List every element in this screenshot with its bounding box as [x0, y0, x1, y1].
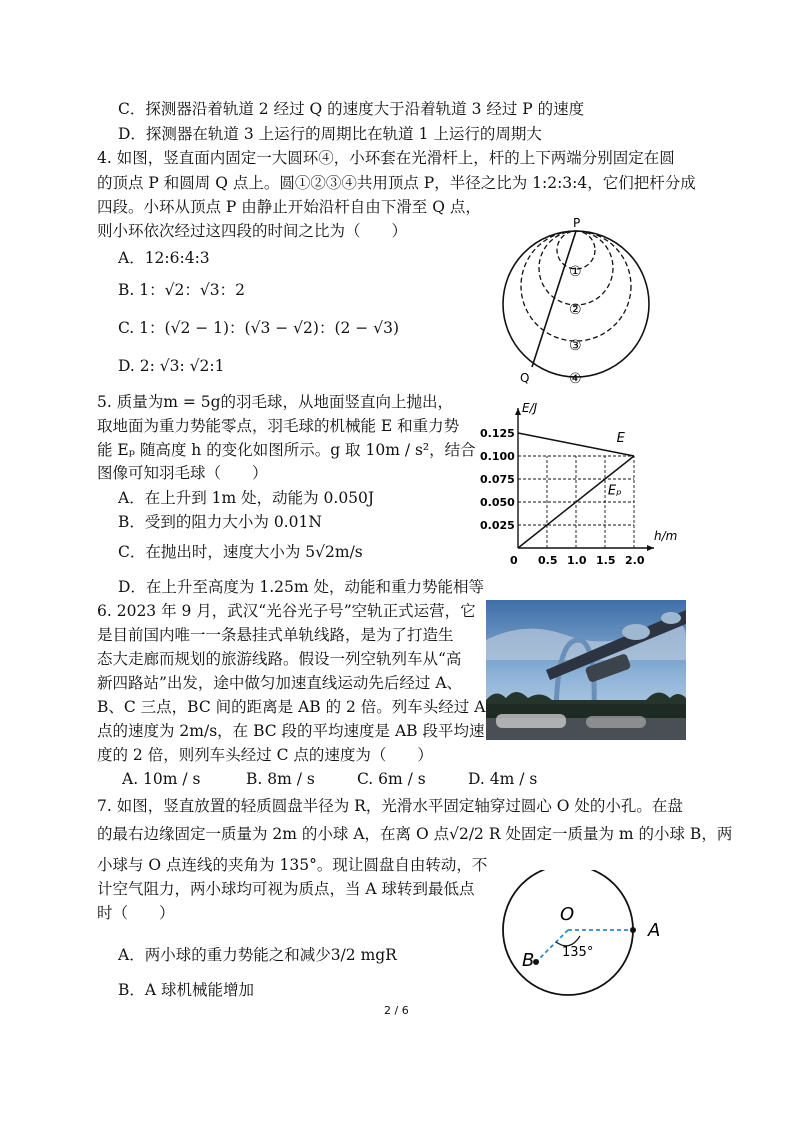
- q5-option-c: C．在抛出时，速度大小为 5√2m/s: [118, 543, 363, 561]
- q7-stem-line: 的最右边缘固定一质量为 2m 的小球 A，在离 O 点√2/2 R 处固定一质量为 m 的小球 B，两: [97, 825, 733, 843]
- q7-stem-line: 7. 如图，竖直放置的轻质圆盘半径为 R，光滑水平固定轴穿过圆心 O 处的小孔。在盘: [97, 797, 683, 815]
- point-q-label: Q: [520, 371, 530, 385]
- x-tick-label: 0: [510, 554, 518, 567]
- q6-option-a: A. 10m / s: [122, 770, 201, 788]
- page-number: 2 / 6: [384, 1004, 409, 1017]
- q5-stem-line: 图像可知羽毛球（ ）: [97, 464, 268, 482]
- ball-b-label: B: [522, 950, 535, 971]
- q6-option-d: D. 4m / s: [468, 770, 538, 788]
- q6-stem-line: 点的速度为 2m/s，在 BC 段的平均速度是 AB 段平均速: [97, 722, 485, 740]
- circle-3: [521, 231, 631, 341]
- x-tick-label: 2.0: [625, 554, 645, 567]
- y-axis-label: E/J: [522, 401, 538, 415]
- q4-stem-line: 四段。小环从顶点 P 由静止开始沿杆自由下滑至 Q 点，: [97, 198, 481, 216]
- q6-stem-line: 新四路站”出发，途中做匀加速直线运动先后经过 A、: [97, 674, 463, 692]
- motion-blur-car: [496, 714, 566, 728]
- x-axis-arrow: [647, 545, 654, 551]
- q7-stem-line: 计空气阻力，两小球均可视为质点，当 A 球转到最低点: [97, 880, 475, 898]
- point-p-label: P: [573, 216, 581, 230]
- disc-outline: [503, 870, 633, 995]
- q4-option-b: B. 1：√2：√3：2: [118, 281, 245, 299]
- q4-option-d: D. 2: √3: √2:1: [118, 357, 225, 375]
- q6-stem-line: 是目前国内唯一一条悬挂式单轨线路，是为了打造生: [97, 626, 454, 644]
- x-axis-label: h/m: [654, 529, 678, 543]
- y-tick-label: 0.050: [480, 496, 515, 509]
- track-window: [622, 624, 650, 640]
- y-tick-label: 0.125: [480, 427, 515, 440]
- q4-stem-line: 4. 如图，竖直面内固定一大圆环④，小环套在光滑杆上，杆的上下两端分别固定在圆: [97, 149, 675, 167]
- circle-4-label: ④: [569, 371, 582, 387]
- q4-stem-line: 则小环依次经过这四段的时间之比为（ ）: [97, 222, 408, 240]
- circle-2-label: ②: [569, 302, 582, 318]
- y-tick-label: 0.025: [480, 519, 515, 532]
- x-tick-label: 1.5: [596, 554, 616, 567]
- ball-a-label: A: [648, 920, 661, 941]
- motion-blur-car: [586, 716, 646, 728]
- track-window: [661, 612, 681, 624]
- series-e-label: E: [616, 431, 625, 447]
- q7-option-a: A．两小球的重力势能之和减少3/2 mgR: [118, 946, 397, 964]
- q5-option-a: A．在上升到 1m 处，动能为 0.050J: [118, 489, 375, 507]
- q6-stem-line: B、C 三点，BC 间的距离是 AB 的 2 倍。列车头经过 A: [97, 698, 486, 716]
- q7-stem-line: 小球与 O 点连线的夹角为 135°。现让圆盘自由转动，不: [97, 856, 488, 874]
- ball-a: [630, 927, 636, 933]
- q7-disc-figure: [496, 870, 688, 1000]
- q6-stem-line: 度的 2 倍，则列车头经过 C 点的速度为（ ）: [97, 746, 433, 764]
- q3-option-c: C．探测器沿着轨道 2 经过 Q 的速度大于沿着轨道 3 经过 P 的速度: [118, 100, 585, 118]
- circle-3-label: ③: [569, 338, 582, 354]
- point-o-label: O: [560, 904, 575, 925]
- y-tick-label: 0.075: [480, 473, 515, 486]
- q5-option-d: D．在上升至高度为 1.25m 处，动能和重力势能相等: [118, 578, 484, 596]
- q5-stem-line: 5. 质量为m = 5g的羽毛球，从地面竖直向上抛出，: [97, 393, 454, 411]
- q4-figure: [492, 212, 682, 390]
- y-axis-arrow: [515, 408, 521, 415]
- q4-option-c: C. 1：(√2 − 1)：(√3 − √2)：(2 − √3): [118, 319, 400, 337]
- q7-option-b: B．A 球机械能增加: [118, 981, 255, 999]
- x-tick-label: 0.5: [538, 554, 558, 567]
- q4-option-a: A．12:6:4:3: [118, 249, 210, 267]
- q7-stem-line: 时（ ）: [97, 904, 175, 922]
- y-tick-label: 0.100: [480, 450, 515, 463]
- q5-stem-line: 能 Eₚ 随高度 h 的变化如图所示。g 取 10m / s²，结合: [97, 441, 476, 459]
- monorail-photo: [486, 600, 686, 740]
- series-ep-label: Eₚ: [607, 483, 622, 499]
- angle-label: 135°: [562, 945, 594, 960]
- x-tick-label: 1.0: [567, 554, 587, 567]
- q6-option-c: C. 6m / s: [357, 770, 426, 788]
- q6-stem-line: 6. 2023 年 9 月，武汉“光谷光子号”空轨正式运营，它: [97, 602, 476, 620]
- q5-stem-line: 取地面为重力势能零点，羽毛球的机械能 E 和重力势: [97, 417, 460, 435]
- q4-stem-line: 的顶点 P 和圆周 Q 点上。圆①②③④共用顶点 P，半径之比为 1:2:3:4，它们把杆分成: [97, 174, 696, 192]
- q3-option-d: D．探测器在轨道 3 上运行的周期比在轨道 1 上运行的周期大: [118, 125, 542, 143]
- q6-option-b: B. 8m / s: [246, 770, 315, 788]
- circle-1-label: ①: [569, 264, 582, 280]
- q6-stem-line: 态大走廊而规划的旅游线路。假设一列空轨列车从“高: [97, 650, 462, 668]
- q5-option-b: B．受到的阻力大小为 0.01N: [118, 513, 322, 531]
- q5-energy-chart: [478, 398, 686, 570]
